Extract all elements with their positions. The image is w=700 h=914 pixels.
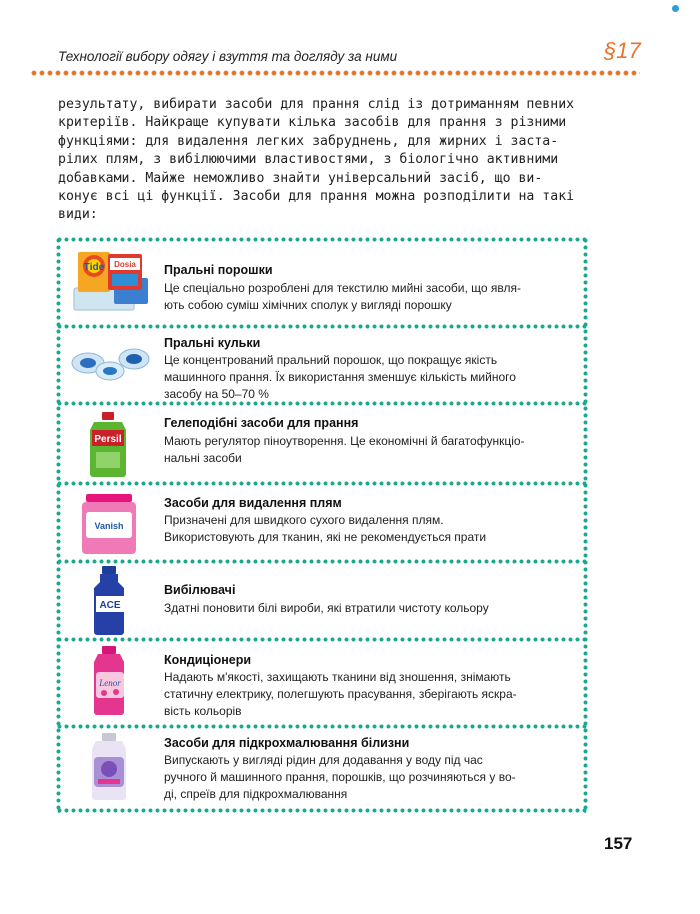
header-divider xyxy=(30,70,640,76)
text-line: Надають м'якості, захищають тканини від зношення, знімають xyxy=(164,670,511,684)
fabric-softener-image xyxy=(68,646,152,716)
section-number: §17 xyxy=(604,38,641,63)
item-starch xyxy=(56,729,588,808)
text-line: добавками. Майже неможливо знайти універсальний засіб, що ви- xyxy=(58,170,543,186)
text-line: ють собою суміш хімічних сполук у вигляді порошку xyxy=(164,298,452,312)
brand-label: Persil xyxy=(94,434,122,445)
text-line: види: xyxy=(58,207,98,223)
item-washing-powder xyxy=(56,242,588,324)
brand-label: ACE xyxy=(99,600,121,611)
item-description xyxy=(164,352,574,403)
item-description xyxy=(164,512,574,546)
item-stain-remover xyxy=(56,486,588,559)
text-line: Мають регулятор піноутворення. Це економічні й багатофункціо- xyxy=(164,434,525,448)
text-line: Це концентрований пральний порошок, що покращує якість xyxy=(164,353,498,367)
text-line: вість кольорів xyxy=(164,704,242,718)
text-line: Призначені для швидкого сухого видалення плям. xyxy=(164,513,444,527)
item-title: Гелеподібні засоби для прання xyxy=(164,416,359,430)
text-line: ручного й машинного прання, порошків, що розчиняються у во- xyxy=(164,770,516,784)
logo-icon xyxy=(672,5,679,12)
row-divider xyxy=(56,808,588,813)
text-line: Випускають у вигляді рідин для додавання у воду під час xyxy=(164,753,483,767)
starch-bottle-image xyxy=(68,733,152,803)
washing-capsules-image xyxy=(68,337,152,393)
item-bleach xyxy=(56,564,588,637)
brand-label: Tide xyxy=(83,262,105,273)
washing-powder-image xyxy=(68,248,152,318)
text-line: засобу на 50–70 % xyxy=(164,387,269,401)
brand-label: Dosia xyxy=(114,260,136,269)
item-description xyxy=(164,600,574,617)
text-line: Це спеціально розроблені для текстилю мийні засоби, що явля- xyxy=(164,281,521,295)
stain-remover-image xyxy=(68,488,152,556)
item-washing-capsules xyxy=(56,329,588,401)
item-title: Засоби для видалення плям xyxy=(164,496,342,510)
text-line: Використовують для тканин, які не рекомендується прати xyxy=(164,530,487,544)
gel-detergent-image xyxy=(68,410,152,478)
item-gel-detergent xyxy=(56,406,588,481)
running-header: Технології вибору одягу і взуття та догляду за ними xyxy=(58,49,398,64)
text-line: конує всі ці функції. Засоби для прання можна розподілити на такі xyxy=(58,189,575,205)
item-fabric-softener xyxy=(56,642,588,724)
text-line: машинного прання. Їх використання зменшує кількість мийного xyxy=(164,370,516,384)
text-line: Здатні поновити білі вироби, які втратили чистоту кольору xyxy=(164,601,489,615)
text-line: результату, вибирати засоби для прання слід із дотриманням певних xyxy=(58,97,575,112)
item-title: Вибілювачі xyxy=(164,583,236,597)
item-description xyxy=(164,752,574,803)
brand-label: Lenor xyxy=(99,678,121,688)
item-title: Пральні кульки xyxy=(164,336,261,350)
item-description xyxy=(164,433,574,467)
page-number: 157 xyxy=(604,834,633,853)
item-title: Пральні порошки xyxy=(164,263,273,277)
text-line: рілих плям, з вибілюючими властивостями, з біологічно активними xyxy=(58,152,559,168)
text-line: критеріїв. Найкраще купувати кілька засобів для прання з різними xyxy=(58,115,567,131)
text-line: нальні засоби xyxy=(164,451,242,465)
item-title: Засоби для підкрохмалювання білизни xyxy=(164,736,410,750)
detergent-types-table xyxy=(56,237,588,813)
bleach-bottle-image xyxy=(68,566,152,636)
text-line: функціями: для видалення легких забруднень, для жирних і заста- xyxy=(58,133,559,149)
text-line: ді, спреїв для підкрохмалювання xyxy=(164,787,348,801)
item-description xyxy=(164,280,574,314)
item-description xyxy=(164,669,574,720)
publisher-logo xyxy=(672,4,694,13)
item-title: Кондиціонери xyxy=(164,653,252,667)
brand-label: Vanish xyxy=(94,521,124,531)
text-line: статичну електрику, полегшують прасування, зберігають яскра- xyxy=(164,687,517,701)
intro-paragraph xyxy=(58,96,586,225)
